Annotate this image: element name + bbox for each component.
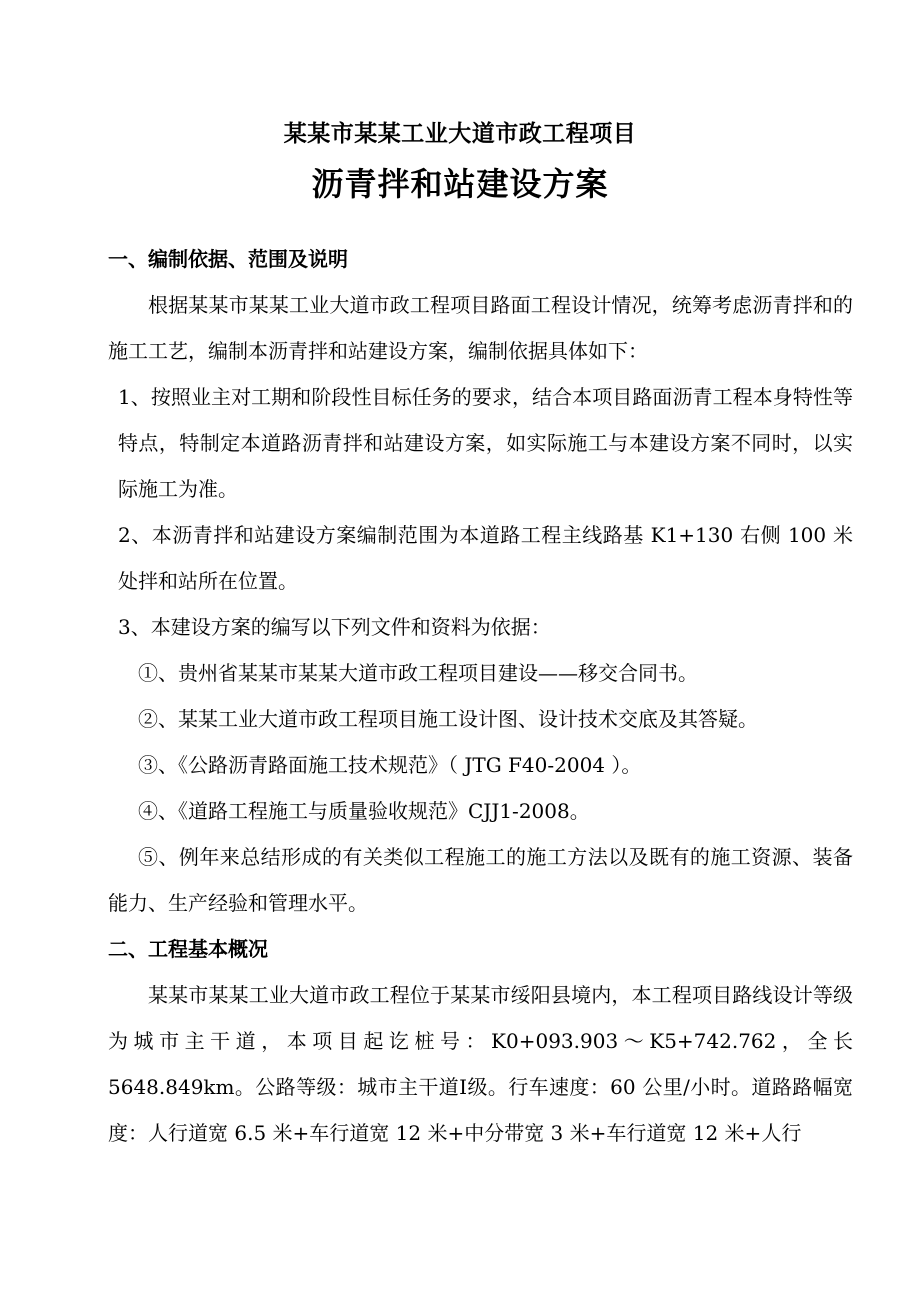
document-body xyxy=(108,236,853,1156)
reference-item-3: ③、《公路沥青路面施工技术规范》（ JTG F40-2004 ）。 xyxy=(138,753,642,777)
section-2-heading: 二、工程基本概况 xyxy=(108,937,268,961)
main-title: 沥青拌和站建设方案 xyxy=(311,165,609,203)
reference-item-4: ④、《道路工程施工与质量验收规范》CJJ1-2008。 xyxy=(138,799,590,823)
reference-item-1: ①、贵州省某某市某某大道市政工程项目建设——移交合同书。 xyxy=(138,661,698,685)
reference-item-2: ②、某某工业大道市政工程项目施工设计图、设计技术交底及其答疑。 xyxy=(138,707,758,731)
section-1-item-3: 3、本建设方案的编写以下列文件和资料为依据： xyxy=(118,615,551,639)
section-1-heading: 一、编制依据、范围及说明 xyxy=(108,247,348,271)
section-1-item-2: 2、本沥青拌和站建设方案编制范围为本道路工程主线路基 K1+130 右侧 100 米处拌和站所在位置。 xyxy=(118,523,853,593)
section-2-body: 某某市某某工业大道市政工程位于某某市绥阳县境内，本工程项目路线设计等级为城市主干道，本项目起讫桩号：K0+093.903～K5+742.762，全长 5648.849km。公路等级：城市主干道Ⅰ级。行车速度：60 公里/小时。道路路幅宽度：人行道宽 6.5 米+车行道宽 12 米+中分带宽 3 米+车行道宽 12 米+人行 xyxy=(108,983,853,1145)
project-title: 某某市某某工业大道市政工程项目 xyxy=(283,120,637,147)
section-1-item-1: 1、按照业主对工期和阶段性目标任务的要求，结合本项目路面沥青工程本身特性等特点，特制定本道路沥青拌和站建设方案，如实际施工与本建设方案不同时，以实际施工为准。 xyxy=(118,385,853,501)
section-1-intro: 根据某某市某某工业大道市政工程项目路面工程设计情况，统筹考虑沥青拌和的施工工艺，编制本沥青拌和站建设方案，编制依据具体如下： xyxy=(108,293,853,363)
reference-item-5: ⑤、例年来总结形成的有关类似工程施工的施工方法以及既有的施工资源、装备能力、生产经验和管理水平。 xyxy=(108,845,853,915)
